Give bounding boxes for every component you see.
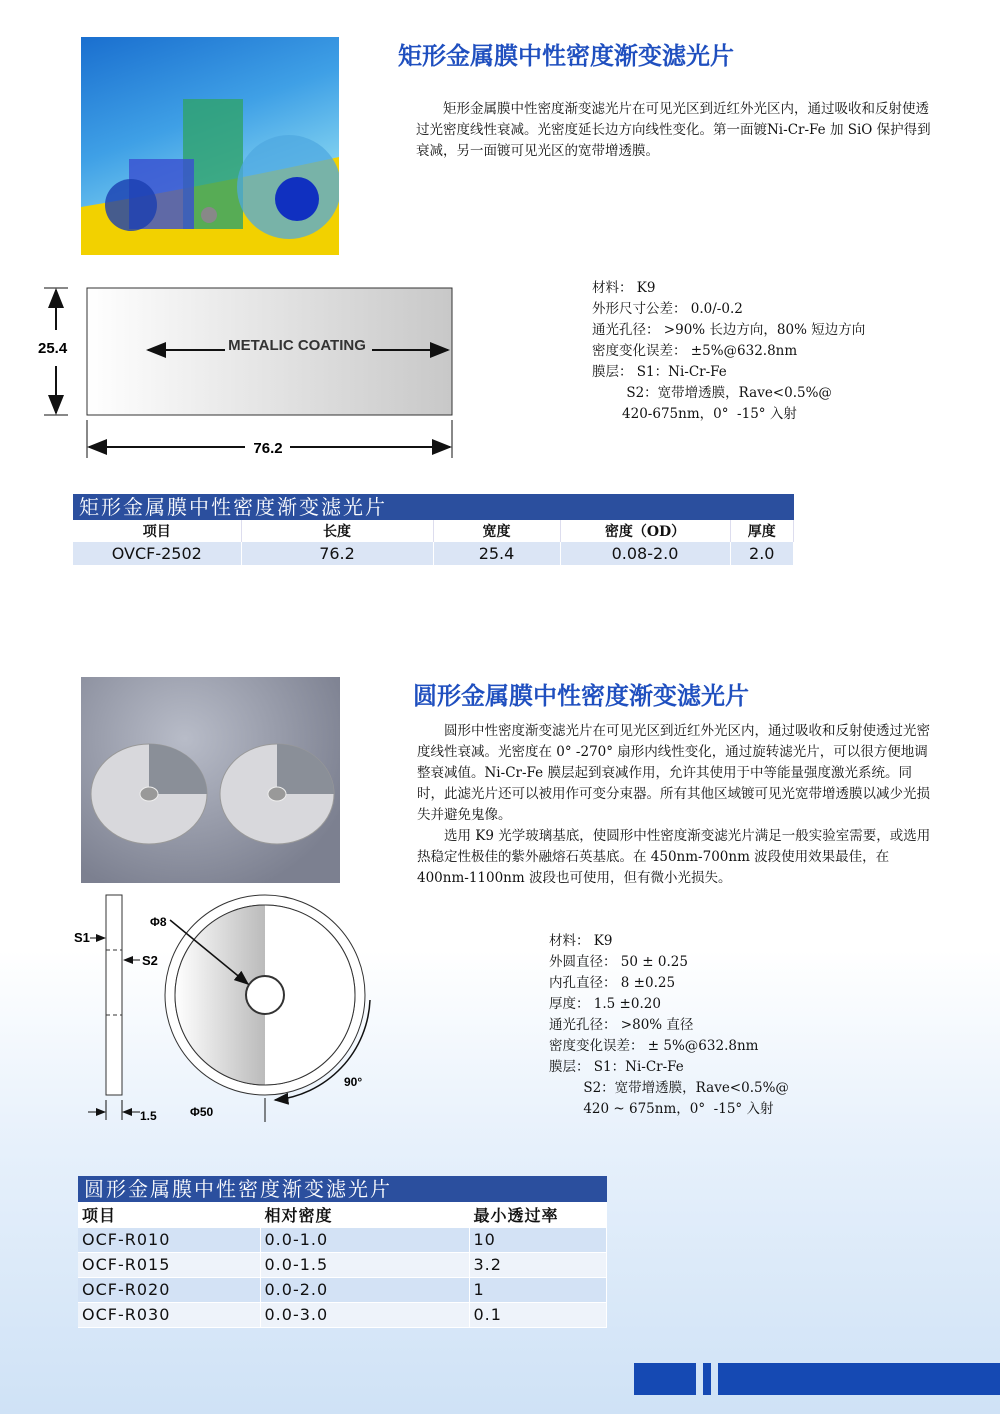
table-row — [78, 1252, 607, 1277]
table-cell: 0.0-1.0 — [260, 1227, 469, 1252]
spec-line: 厚度： 1.5 ±0.20 — [549, 996, 661, 1012]
footer-bar — [703, 1363, 711, 1395]
table-caption: 矩形金属膜中性密度渐变滤光片 — [73, 494, 794, 520]
spec-line: 膜层： S1：Ni-Cr-Fe — [592, 364, 727, 380]
description-paragraph: 圆形中性密度渐变滤光片在可见光区到近红外光区内，通过吸收和反射使透过光密度线性衰减。光密度在 0° -270° 扇形内线性变化，通过旋转滤光片，可以很方便地调整衰减值。Ni-Cr-Fe 膜层起到衰减作用，允许其使用于中等能量强度激光系统。同时，此滤光片还可以被用作可变分束器。所有其他区域镀可见光宽带增透膜以减少光损失并避免鬼像。 — [417, 723, 930, 823]
table-cell: 76.2 — [241, 542, 433, 565]
table-cell: 0.0-2.0 — [260, 1277, 469, 1302]
s1-label: S1 — [74, 930, 90, 945]
table-row — [78, 1227, 607, 1252]
table-row — [78, 1302, 607, 1327]
spec-line: 通光孔径： >90% 长边方向，80% 短边方向 — [592, 322, 866, 338]
table-cell: OCF-R020 — [78, 1277, 260, 1302]
s2-label: S2 — [142, 953, 158, 968]
rectangular-filter-diagram — [30, 280, 470, 465]
height-dimension: 25.4 — [38, 340, 68, 357]
circular-filter-diagram — [70, 890, 390, 1130]
length-dimension: 76.2 — [253, 440, 283, 457]
coating-label: METALIC COATING — [228, 337, 366, 354]
table-cell: 10 — [469, 1227, 607, 1252]
table-caption: 圆形金属膜中性密度渐变滤光片 — [78, 1176, 607, 1202]
table-cell: 25.4 — [433, 542, 560, 565]
spec-line: 密度变化误差： ± 5%@632.8nm — [549, 1038, 759, 1054]
outer-diameter-label: Φ50 — [190, 1105, 214, 1119]
inner-diameter-label: Φ8 — [150, 915, 167, 929]
column-header: 宽度 — [433, 520, 560, 542]
table-row — [78, 1277, 607, 1302]
spec-line: S2：宽带增透膜，Rave<0.5%@ — [549, 1080, 789, 1096]
footer-bar — [718, 1363, 1000, 1395]
column-header: 密度（OD） — [560, 520, 730, 542]
spec-line: S2：宽带增透膜，Rave<0.5%@ — [592, 385, 832, 401]
angle-label: 90° — [344, 1075, 363, 1089]
section2-description — [417, 721, 937, 889]
table-cell: OCF-R015 — [78, 1252, 260, 1277]
section1-description: 矩形金属膜中性密度渐变滤光片在可见光区到近红外光区内，通过吸收和反射使透过光密度线性衰减。光密度延长边方向线性变化。第一面镀Ni-Cr-Fe 加 SiO 保护得到衰减，另一面镀可见光区的宽带增透膜。 — [416, 101, 931, 159]
section1-title: 矩形金属膜中性密度渐变滤光片 — [398, 41, 734, 70]
spec-line: 密度变化误差： ±5%@632.8nm — [592, 343, 798, 359]
spec-line: 膜层： S1：Ni-Cr-Fe — [549, 1059, 684, 1075]
table-cell: 0.1 — [469, 1302, 607, 1327]
table-cell: OCF-R030 — [78, 1302, 260, 1327]
column-header: 项目 — [78, 1202, 260, 1227]
table-row — [73, 542, 794, 565]
table-cell: 1 — [469, 1277, 607, 1302]
thickness-label: 1.5 — [140, 1109, 157, 1123]
table-cell: 0.0-1.5 — [260, 1252, 469, 1277]
table-cell: 3.2 — [469, 1252, 607, 1277]
spec-line: 材料： K9 — [549, 933, 613, 949]
section2-specs — [549, 931, 789, 1120]
product-photo-circular-filters — [81, 677, 340, 883]
description-paragraph: 选用 K9 光学玻璃基底，使圆形中性密度渐变滤光片满足一般实验室需要，或选用热稳定性极佳的紫外融熔石英基底。在 450nm-700nm 波段使用效果最佳，在 400nm-1100nm 波段也可使用，但有微小光损失。 — [417, 828, 931, 886]
column-header: 最小透过率 — [469, 1202, 607, 1227]
spec-line: 420-675nm，0° -15° 入射 — [592, 406, 797, 422]
table-cell: 0.0-3.0 — [260, 1302, 469, 1327]
column-header: 相对密度 — [260, 1202, 469, 1227]
table-cell: 2.0 — [730, 542, 794, 565]
section2-title: 圆形金属膜中性密度渐变滤光片 — [413, 681, 749, 710]
table-header-row — [78, 1202, 607, 1227]
section1-specs — [592, 278, 865, 425]
table-header-row — [73, 520, 794, 542]
section2-table — [78, 1176, 607, 1328]
table-cell: 0.08-2.0 — [560, 542, 730, 565]
spec-line: 内孔直径： 8 ±0.25 — [549, 975, 676, 991]
footer-bar — [634, 1363, 696, 1395]
table-cell: OCF-R010 — [78, 1227, 260, 1252]
product-photo-rectangular-filters — [81, 37, 339, 255]
spec-line: 外圆直径： 50 ± 0.25 — [549, 954, 688, 970]
section1-table — [73, 494, 794, 565]
spec-line: 通光孔径： >80% 直径 — [549, 1017, 694, 1033]
spec-line: 材料： K9 — [592, 280, 656, 296]
column-header: 长度 — [241, 520, 433, 542]
column-header: 厚度 — [730, 520, 794, 542]
table-cell: OVCF-2502 — [73, 542, 241, 565]
spec-line: 外形尺寸公差： 0.0/-0.2 — [592, 301, 743, 317]
spec-line: 420 ~ 675nm，0° -15° 入射 — [549, 1101, 774, 1117]
column-header: 项目 — [73, 520, 241, 542]
